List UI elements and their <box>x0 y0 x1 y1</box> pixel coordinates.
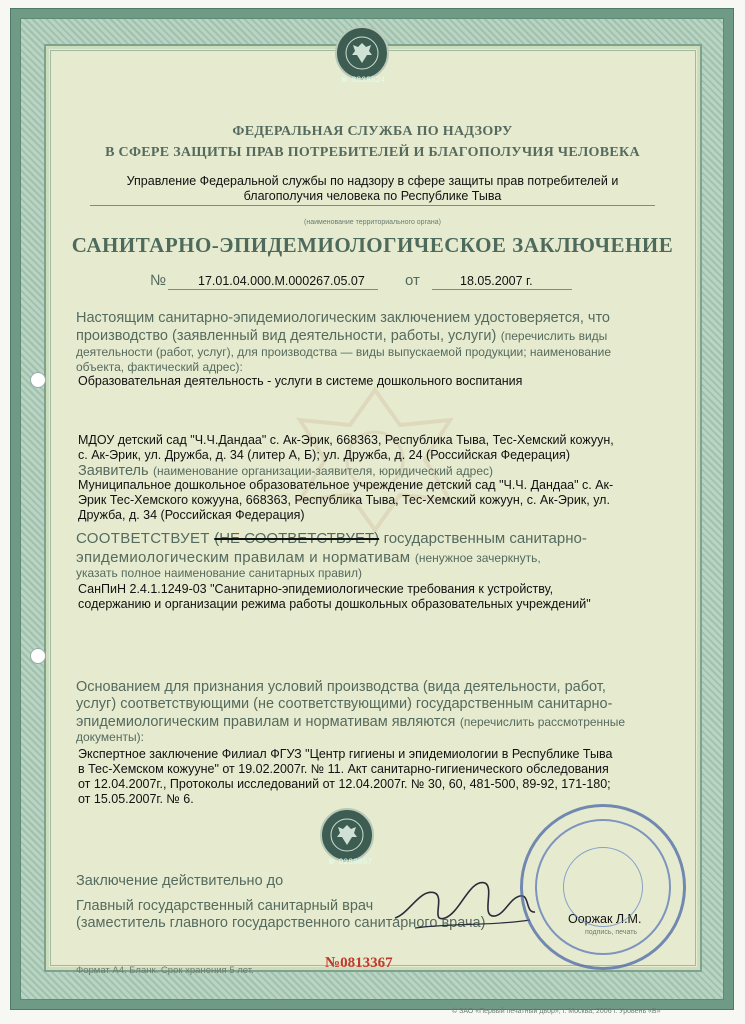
expert-line1: Экспертное заключение Филиал ФГУЗ "Центр гигиены и эпидемиологии в Республике Тыва <box>78 747 613 761</box>
basis-line3 <box>76 713 625 731</box>
punch-hole-bottom <box>30 648 46 664</box>
applicant-line2: Эрик Тес-Хемского кожууна, 668363, Республика Тыва, Тес-Хемский кожуун, с. Ак-Эрик, ул. <box>78 493 610 507</box>
official-round-stamp <box>520 804 686 970</box>
basis-line3-main: эпидемиологическим правилам и нормативам являются <box>76 714 456 730</box>
office-name-line1: Управление Федеральной службы по надзору в сфере защиты прав потребителей и <box>126 174 619 188</box>
number-underline <box>168 289 378 290</box>
applicant-line3: Дружба, д. 34 (Российская Федерация) <box>78 508 305 522</box>
double-headed-eagle-icon-2 <box>329 817 365 853</box>
compliance-rest: государственным санитарно- <box>383 530 587 547</box>
coat-of-arms-emblem-middle <box>320 808 374 862</box>
compliance-line2-hint: (ненужное зачеркнуть, <box>414 551 541 565</box>
expert-line2: в Тес-Хемском кожууне" от 19.02.2007г. № 11. Акт санитарно-гигиенического обследования <box>78 762 609 776</box>
conclusion-number: 17.01.04.000.М.000267.05.07 <box>198 274 365 288</box>
intro-line2-hint: (перечислить виды <box>500 329 608 343</box>
intro-line1: Настоящим санитарно-эпидемиологическим заключением удостоверяется, что <box>76 310 610 326</box>
expert-line3: от 12.04.2007г., Протоколы исследований от 12.04.2007г. № 30, 60, 481-500, 89-92, 171-180; <box>78 777 611 791</box>
compliance-row <box>76 530 587 548</box>
number-label: № <box>150 272 167 289</box>
signatory-line2: (заместитель главного государственного санитарного врача) <box>76 915 486 931</box>
applicant-hint: (наименование организации-заявителя, юридический адрес) <box>153 464 493 478</box>
intro-line2-main: производство (заявленный вид деятельности, работы, услуги) <box>76 328 497 344</box>
agency-name-line2: В СФЕРЕ ЗАЩИТЫ ПРАВ ПОТРЕБИТЕЛЕЙ И БЛАГОПОЛУЧИЯ ЧЕЛОВЕКА <box>105 145 640 160</box>
signatory-line1: Главный государственный санитарный врач <box>76 898 374 914</box>
conclusion-date: 18.05.2007 г. <box>460 274 533 288</box>
format-note: Формат А4. Бланк. Срок хранения 5 лет. <box>76 965 254 976</box>
coat-of-arms-emblem-top <box>335 26 389 80</box>
blank-serial-number: №0813367 <box>325 955 393 971</box>
applicant-line1: Муниципальное дошкольное образовательное учреждение детский сад "Ч.Ч. Дандаа" с. Ак- <box>78 478 614 492</box>
basis-line2: услуг) соответствующими (не соответствующими) государственным санитарно- <box>76 696 613 712</box>
basis-line1: Основанием для признания условий производства (вида деятельности, работ, <box>76 679 606 695</box>
intro-line2 <box>76 327 607 345</box>
signatory-name: Ооржак Л.М. <box>568 912 642 926</box>
expert-line4: от 15.05.2007г. № 6. <box>78 792 194 806</box>
sanpin-line2: содержанию и организации режима работы дошкольных образовательных учреждений" <box>78 597 591 611</box>
compliance-line2-main: эпидемиологическим правилам и нормативам <box>76 549 411 566</box>
compliance-struck: (НЕ СООТВЕТСТВУЕТ) <box>214 530 380 547</box>
basis-line4: документы): <box>76 730 144 744</box>
printer-imprint: © ЗАО «Первый печатный двор», г. Москва, 2006 г. Уровень «В» <box>452 1008 661 1015</box>
punch-hole-top <box>30 372 46 388</box>
activity-description: Образовательная деятельность - услуги в системе дошкольного воспитания <box>78 374 523 388</box>
signatory-name-caption: подпись, печать <box>585 929 638 936</box>
agency-name-line1: ФЕДЕРАЛЬНАЯ СЛУЖБА ПО НАДЗОРУ <box>232 124 513 139</box>
office-name-line2: благополучия человека по Республике Тыва <box>243 189 502 203</box>
top-emblem-serial: № 8838524 <box>342 76 386 85</box>
date-underline <box>432 289 572 290</box>
object-address-line2: с. Ак-Эрик, ул. Дружба, д. 34 (литер А, Б); ул. Дружба, д. 24 (Российская Федерация) <box>78 448 570 462</box>
intro-line4: объекта, фактический адрес): <box>76 360 243 374</box>
date-label: от <box>405 272 420 289</box>
applicant-label: Заявитель <box>78 463 149 479</box>
double-headed-eagle-icon <box>344 35 380 71</box>
object-address-line1: МДОУ детский сад "Ч.Ч.Дандаа" с. Ак-Эрик, 668363, Республика Тыва, Тес-Хемский кожуун, <box>78 433 614 447</box>
middle-emblem-serial: № 0280057 <box>329 858 373 867</box>
validity-label: Заключение действительно до <box>76 873 284 889</box>
document-title: САНИТАРНО-ЭПИДЕМИОЛОГИЧЕСКОЕ ЗАКЛЮЧЕНИЕ <box>71 233 674 257</box>
basis-line3-hint: (перечислить рассмотренные <box>459 715 626 729</box>
handwritten-signature <box>390 868 540 938</box>
compliance-line3: указать полное наименование санитарных правил) <box>76 566 362 580</box>
intro-line3: деятельности (работ, услуг), для производства — виды выпускаемой продукции; наименование <box>76 345 612 359</box>
compliance-word: СООТВЕТСТВУЕТ <box>76 530 210 547</box>
office-underline <box>90 205 655 206</box>
sanpin-line1: СанПиН 2.4.1.1249-03 "Санитарно-эпидемиологические требования к устройству, <box>78 582 554 596</box>
office-caption: (наименование территориального органа) <box>304 219 441 226</box>
